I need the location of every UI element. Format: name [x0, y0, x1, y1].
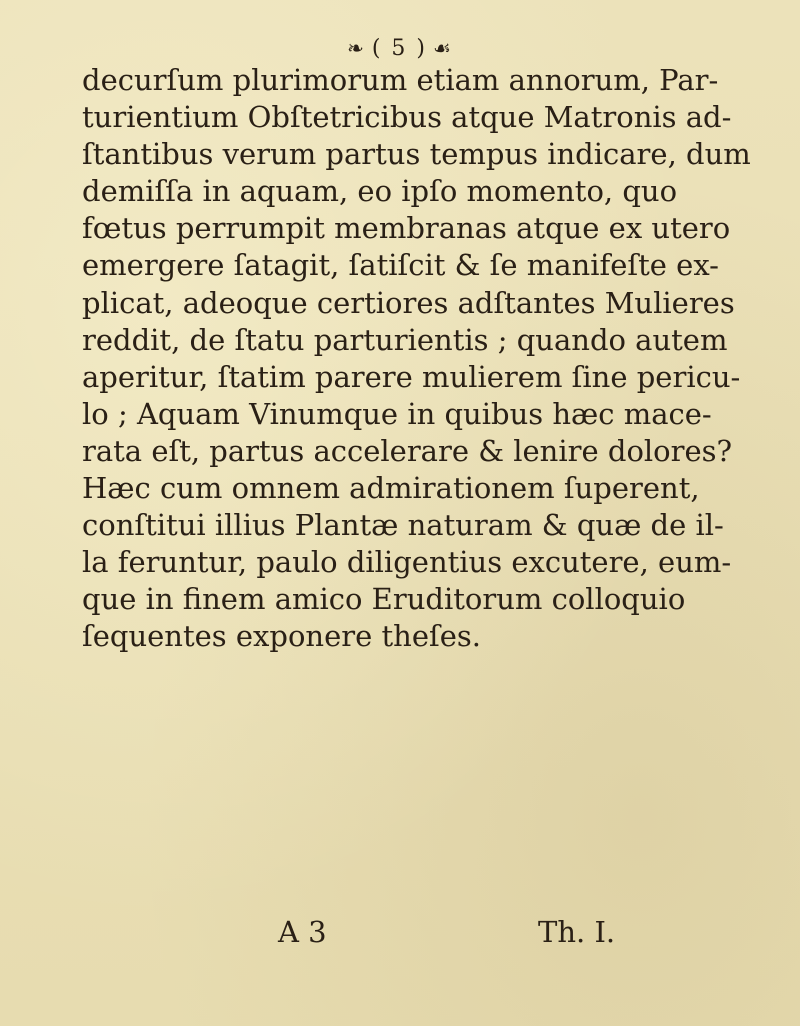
text-line: turientium Obſtetricibus atque Matronis ad- — [82, 100, 732, 135]
ornament-left-icon: ❧ — [347, 36, 366, 60]
text-line: aperitur, ſtatim parere mulierem ſine pericu- — [82, 359, 741, 394]
text-line: plicat, adeoque certiores adſtantes Mulieres — [82, 285, 735, 320]
text-line: ſtantibus verum partus tempus indicare, dum — [82, 137, 751, 172]
catchword: Th. I. — [538, 915, 616, 949]
text-line: reddit, de ſtatu parturientis ; quando autem — [82, 322, 728, 357]
text-line: que in finem amico Eruditorum colloquio — [82, 582, 686, 617]
text-line: demiſſa in aquam, eo ipſo momento, quo — [82, 174, 678, 209]
text-line: rata eſt, partus accelerare & lenire dolores? — [82, 433, 733, 468]
page-number: ( 5 ) — [371, 36, 427, 61]
signature-mark: A 3 — [278, 915, 327, 949]
running-head — [0, 36, 800, 61]
text-line: conſtitui illius Plantæ naturam & quæ de il- — [82, 508, 724, 543]
page-footer — [0, 915, 800, 955]
ornament-right-icon: ☙ — [432, 36, 453, 60]
text-line: emergere ſatagit, ſatiſcit & ſe manifeſte ex- — [82, 248, 719, 283]
text-line: decurſum plurimorum etiam annorum, Par- — [82, 63, 719, 97]
text-line: fœtus perrumpit membranas atque ex utero — [82, 211, 731, 246]
text-line: Hæc cum omnem admirationem ſuperent, — [82, 471, 700, 506]
text-line: la feruntur, paulo diligentius excutere, eum- — [82, 545, 732, 580]
text-line: ſequentes exponere theſes. — [82, 619, 482, 654]
body-text — [82, 62, 751, 656]
text-line: lo ; Aquam Vinumque in quibus hæc mace- — [82, 396, 712, 431]
